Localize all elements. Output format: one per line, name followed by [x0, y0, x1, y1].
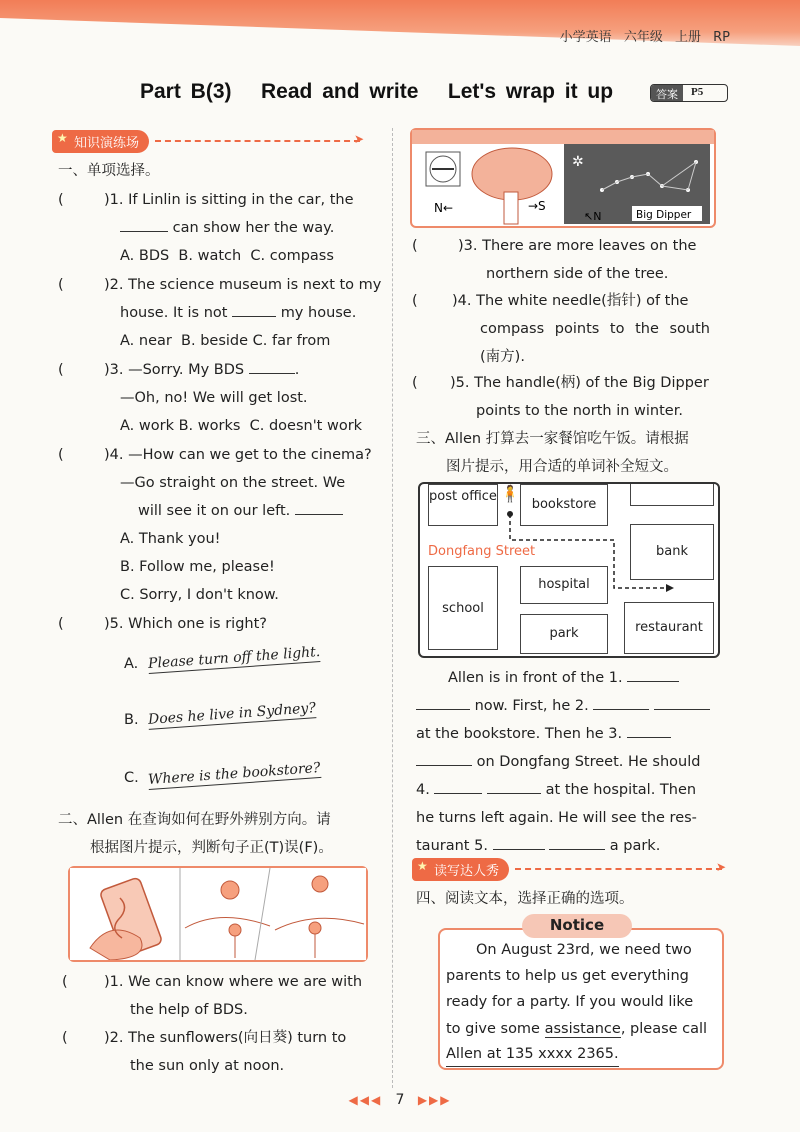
part2-heading-line2: 根据图片提示，判断句子正(T)误(F)。: [90, 840, 333, 856]
q3-line1: ( )3. —Sorry. My BDS .: [58, 356, 299, 384]
part1-heading: 一、单项选择。: [58, 163, 160, 179]
q2-line1: ( )2. The science museum is next to my: [58, 277, 382, 293]
s4-line2: compass points to the south: [480, 321, 710, 337]
part2-heading-line1: 二、Allen 在查询如何在野外辨别方向。请: [58, 812, 331, 828]
map-street-label: Dongfang Street: [428, 544, 536, 559]
passage-line2: now. First, he 2.: [416, 692, 710, 720]
q5-option-b: Does he live in Sydney?: [147, 700, 317, 728]
passage-line4: on Dongfang Street. He should: [416, 748, 700, 776]
section-tag-practice: ★ 知识演练场 ➤: [52, 130, 360, 152]
q3-line2: —Oh, no! We will get lost.: [120, 390, 308, 406]
map-restaurant: restaurant: [624, 602, 714, 654]
route-path: [420, 484, 722, 660]
allen-figure-icon: 🧍: [500, 484, 520, 503]
street-map: [418, 482, 720, 658]
page-footer: ◀◀◀ 7 ▶▶▶: [348, 1092, 452, 1108]
s3-line2: northern side of the tree.: [486, 266, 669, 282]
map-hospital: hospital: [520, 566, 608, 604]
big-dipper-label: Big Dipper: [636, 209, 692, 221]
notice-title: Notice: [522, 914, 632, 938]
s5-line1: ( )5. The handle(柄) of the Big Dipper: [412, 375, 709, 391]
s4-line3: (南方).: [480, 349, 525, 365]
header-info: 小学英语 六年级 上册 RP: [559, 30, 730, 45]
s3-line1: ( )3. There are more leaves on the: [412, 238, 697, 254]
s4-line1: ( )4. The white needle(指针) of the: [412, 293, 689, 309]
map-bank: bank: [630, 524, 714, 580]
q4-line3: will see it on our left.: [138, 497, 343, 525]
q4-option-b: B. Follow me, please!: [120, 559, 275, 575]
answer-badge: 答案 P5: [650, 84, 728, 102]
notice-line3: ready for a party. If you would like: [446, 994, 694, 1010]
notice-line2: parents to help us get everything: [446, 968, 689, 984]
page-number: 7: [395, 1092, 405, 1108]
passage-line6: he turns left again. He will see the res-: [416, 810, 697, 826]
q2-line2: house. It is not my house.: [120, 299, 356, 327]
q5-option-a: Please turn off the light.: [147, 644, 321, 672]
map-post-office: post office: [428, 484, 498, 526]
map-park: park: [520, 614, 608, 654]
svg-text:✲: ✲: [572, 154, 584, 170]
s2-line1: ( )2. The sunflowers(向日葵) turn to: [62, 1030, 347, 1046]
part4-heading: 四、阅读文本，选择正确的选项。: [416, 891, 634, 907]
q5-option-c-label: C.: [124, 770, 139, 786]
q3-options: A. work B. works C. doesn't work: [120, 418, 363, 434]
notice-line1: On August 23rd, we need two: [476, 942, 692, 958]
n-left-label: N←: [434, 201, 454, 215]
n-star-label: ↖N: [584, 210, 602, 223]
map-school: school: [428, 566, 498, 650]
q1-line2: can show her the way.: [120, 214, 334, 242]
s1-line2: the help of BDS.: [130, 1002, 248, 1018]
passage-line1: Allen is in front of the 1.: [448, 664, 679, 692]
q1-line1: ( )1. If Linlin is sitting in the car, the: [58, 192, 354, 208]
part3-heading-line1: 三、Allen 打算去一家餐馆吃午饭。请根据: [416, 431, 689, 447]
s2-line2: the sun only at noon.: [130, 1058, 285, 1074]
direction-picture-strip: [68, 866, 368, 962]
part3-heading-line2: 图片提示，用合适的单词补全短文。: [446, 459, 678, 475]
s5-line2: points to the north in winter.: [476, 403, 683, 419]
passage-line3: at the bookstore. Then he 3.: [416, 720, 671, 748]
section-tag-reading: ★ 读写达人秀 ➤: [412, 858, 722, 880]
passage-line5: 4. at the hospital. Then: [416, 776, 696, 804]
passage-line7: taurant 5. a park.: [416, 832, 660, 860]
q1-options: A. BDS B. watch C. compass: [120, 248, 334, 264]
s-right-label: →S: [528, 199, 546, 213]
notice-line4: to give some assistance, please call: [446, 1021, 708, 1037]
q4-line1: ( )4. —How can we get to the cinema?: [58, 447, 372, 463]
q5-option-a-label: A.: [124, 656, 139, 672]
tree-dipper-picture: [410, 128, 716, 228]
page-title: Part B(3) Read and write Let's wrap it up: [140, 80, 614, 103]
compass-illustration: [426, 152, 460, 186]
q4-line2: —Go straight on the street. We: [120, 475, 346, 491]
q4-option-a: A. Thank you!: [120, 531, 221, 547]
q4-option-c: C. Sorry, I don't know.: [120, 587, 279, 603]
q5-option-c: Where is the bookstore?: [147, 760, 321, 789]
notice-line5: Allen at 135 xxxx 2365.: [446, 1042, 619, 1067]
map-bookstore: bookstore: [520, 484, 608, 526]
column-divider: [392, 128, 393, 1088]
s1-line1: ( )1. We can know where we are with: [62, 974, 363, 990]
q5-option-b-label: B.: [124, 712, 139, 728]
q5-line1: ( )5. Which one is right?: [58, 616, 267, 632]
q2-options: A. near B. beside C. far from: [120, 333, 331, 349]
